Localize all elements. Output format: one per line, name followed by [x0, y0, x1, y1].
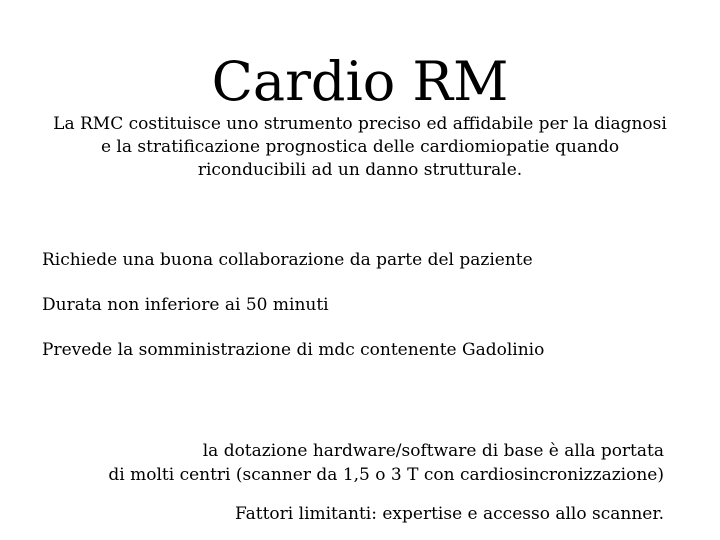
- hardware-note-line: la dotazione hardware/software di base è alla portata: [202, 441, 664, 461]
- key-point-collaboration: Richiede una buona collaborazione da parte del paziente: [42, 250, 533, 270]
- intro-line: riconducibili ad un danno strutturale.: [197, 160, 523, 180]
- limiting-factors: Fattori limitanti: expertise e accesso allo scanner.: [234, 504, 664, 524]
- intro-line: La RMC costituisce uno strumento preciso ed affidabile per la diagnosi: [53, 114, 667, 134]
- intro-paragraph: [30, 113, 690, 182]
- key-point-duration: Durata non inferiore ai 50 minuti: [42, 295, 329, 315]
- key-point-contrast: Prevede la somministrazione di mdc contenente Gadolinio: [42, 340, 545, 360]
- hardware-note-line: di molti centri (scanner da 1,5 o 3 T con cardiosincronizzazione): [108, 465, 664, 485]
- key-points-list: [42, 247, 682, 382]
- slide-title: Cardio RM: [211, 50, 509, 114]
- intro-line: e la stratificazione prognostica delle cardiomiopatie quando: [100, 137, 620, 157]
- hardware-note: [44, 439, 664, 487]
